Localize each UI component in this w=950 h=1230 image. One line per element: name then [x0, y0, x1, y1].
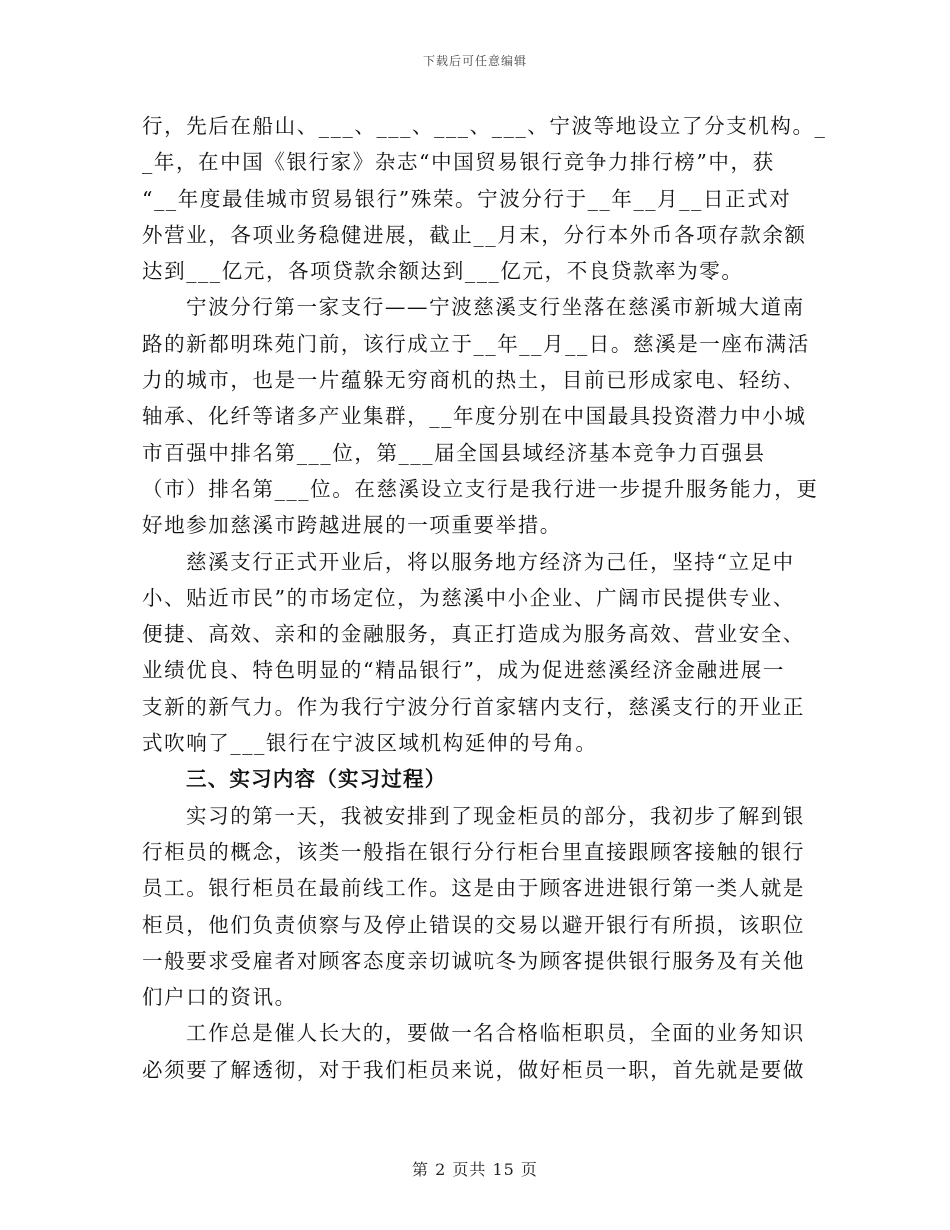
- text-line: 实习的第一天，我被安排到了现金柜员的部分，我初步了解到银: [186, 803, 805, 828]
- text-line: 力的城市，也是一片蕴躲无穷商机的热土，目前已形成家电、轻纺、: [142, 368, 805, 393]
- text-line: （市）排名第___位。在慈溪设立支行是我行进一步提升服务能力，更: [142, 476, 819, 501]
- text-line: 外营业，各项业务稳健进展，截止__月末，分行本外币各项存款余额: [142, 222, 807, 247]
- text-line: 员工。银行柜员在最前线工作。这是由于顾客进进银行第一类人就是: [142, 876, 805, 901]
- text-line: 们户口的资讯。: [142, 985, 297, 1010]
- text-line: 支新的新气力。作为我行宁波分行首家辖内支行，慈溪支行的开业正: [142, 694, 805, 719]
- text-line: 宁波分行第一家支行——宁波慈溪支行坐落在慈溪市新城大道南: [186, 295, 805, 320]
- text-line: 达到___亿元，各项贷款余额达到___亿元，不良贷款率为零。: [142, 259, 744, 284]
- text-line: 业绩优良、特色明显的“精品银行”，成为促进慈溪经济金融进展一: [142, 658, 785, 683]
- page-header: 下载后可任意编辑: [422, 54, 527, 68]
- text-line: 式吹响了___银行在宁波区域机构延伸的号角。: [142, 731, 598, 756]
- text-line: 小、贴近市民”的市场定位，为慈溪中小企业、广阔市民提供专业、: [142, 585, 795, 610]
- text-line: _年，在中国《银行家》杂志“中国贸易银行竞争力排行榜”中，获: [142, 150, 775, 175]
- section-heading: 三、实习内容（实习过程）: [186, 767, 447, 792]
- text-line: 轴承、化纤等诸多产业集群，__年度分别在中国最具投资潜力中小城: [142, 404, 807, 429]
- text-line: 慈溪支行正式开业后，将以服务地方经济为己任，坚持“立足中: [186, 549, 795, 574]
- text-line: 好地参加慈溪市跨越进展的一项重要举措。: [142, 513, 562, 538]
- text-line: 必须要了解透彻，对于我们柜员来说，做好柜员一职，首先就是要做: [142, 1057, 805, 1082]
- text-line: 柜员，他们负责侦察与及停止错误的交易以避开银行有所损，该职位: [142, 912, 805, 937]
- text-line: 行柜员的概念，该类一般指在银行分行柜台里直接跟顾客接触的银行: [142, 839, 805, 864]
- text-line: 市百强中排名第___位，第___届全国县域经济基本竞争力百强县: [142, 440, 766, 465]
- text-line: 路的新都明珠苑门前，该行成立于__年__月__日。慈溪是一座布满活: [142, 331, 810, 356]
- page-footer: 第 2 页共 15 页: [412, 1160, 538, 1179]
- text-line: 一般要求受雇者对顾客态度亲切诚吭冬为顾客提供银行服务及有关他: [142, 948, 805, 973]
- text-line: 便捷、高效、亲和的金融服务，真正打造成为服务高效、营业安全、: [142, 622, 805, 647]
- text-line: 工作总是催人长大的，要做一名合格临柜职员，全面的业务知识: [186, 1021, 805, 1046]
- document-body: [142, 108, 827, 1088]
- text-line: “__年度最佳城市贸易银行”殊荣。宁波分行于__年__月__日正式对: [142, 186, 792, 211]
- text-line: 行，先后在船山、___、___、___、___、宁波等地设立了分支机构。_: [142, 114, 827, 138]
